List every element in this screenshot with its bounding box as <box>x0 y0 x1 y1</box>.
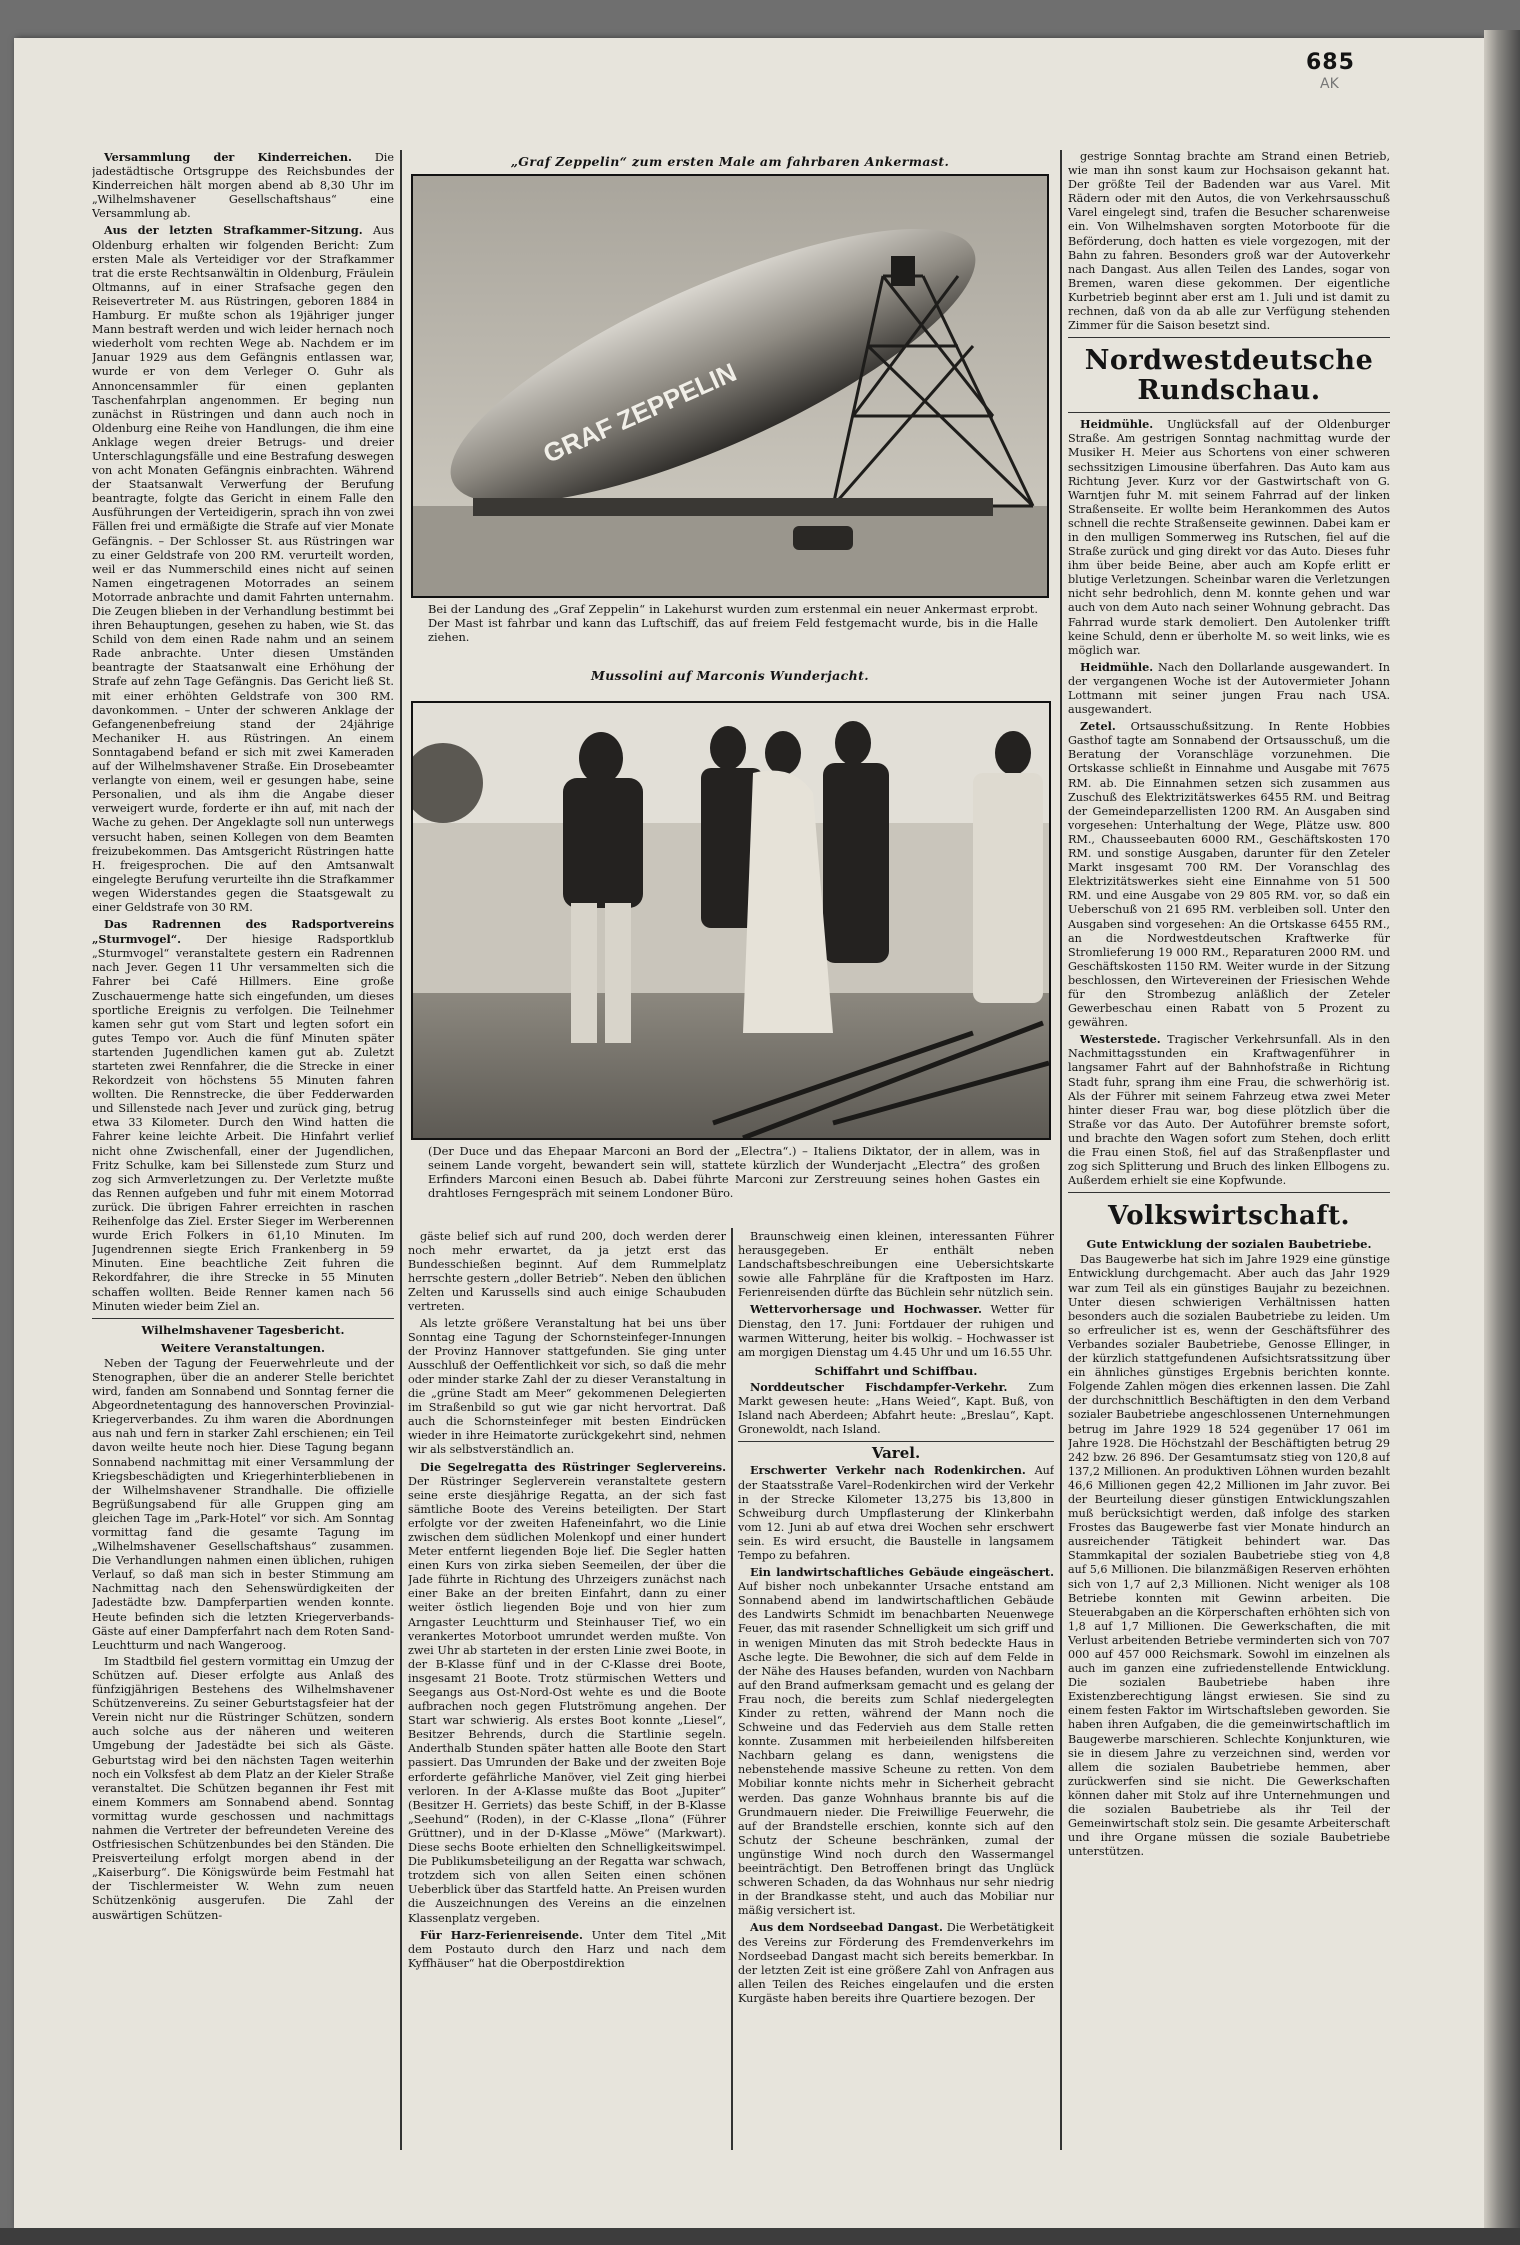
article-text: Ortsausschußsitzung. In Rente Hobbies Gasthof tagte am Sonnabend der Ortsausschuß, um die Beratung der Voranschläge vorzunehmen. Die Ortskasse schließt in Einnahme und Ausgabe mit 7675 RM. ab. Die Einnahmen setzen sich zusammen aus Zuschuß des Elektrizitätswerkes 6455 RM. und Beitrag der Gemeindeparzellisten 1200 RM. An Ausgaben sind vorgesehen: Unterhaltung der Wege, Plätze usw. 800 RM., Chausseebauten 6000 RM., Geschäftskosten 170 RM. und sonstige Ausgaben, darunter für den Zeteler Markt insgesamt 700 RM. Der Voranschlag des Elektrizitätswerkes sieht eine Einnahme von 51 500 RM. und eine Ausgabe von 29 805 RM. vor, so daß ein Ueberschuß von 21 695 RM. verbleiben soll. Unter den Ausgaben sind vorgesehen: An die Ortskasse 6455 RM., an die Nordwestdeutschen Kraftwerke für Stromlieferung 19 000 RM., Reparaturen 2000 RM. und Geschäftskosten 1150 RM. Weiter wurde in der Sitzung beschlossen, den Wirtevereinen der Friesischen Wehde für den Strombezug anläßlich der Zeteler Gewerbeschau einen Rabatt von 5 Prozent zu gewähren. <box>1068 720 1390 1030</box>
column-3 <box>738 1230 1054 2145</box>
article-text: Aus Oldenburg erhalten wir folgenden Bericht: Zum ersten Male als Verteidiger vor der Strafkammer trat die erste Rechtsanwältin in Oldenburg, Fräulein Oltmanns, auf in einer Strafsache gegen den Reisevertreter M. aus Rüstringen, geboren 1884 in Hamburg. Er mußte schon als 19jähriger junger Mann bestraft werden und wich leider hernach noch wiederholt vom rechten Wege ab. Nachdem er im Januar 1929 aus dem Gefängnis entlassen war, wurde er von dem Verleger O. Guhr als Annoncensammler für einen geplanten Taschenfahrplan angenommen. Er beging nun zunächst in Rüstringen und dann auch noch in Oldenburg eine Reihe von Handlungen, die ihm eine Anklage wegen dreier Betrugs- und dreier Unterschlagungsfälle und eine Bestrafung deswegen von acht Monaten Gefängnis einbrachten. Während der Staatsanwalt Verwerfung der Berufung beantragte, folgte das Gericht in einem Falle den Ausführungen der Verteidigerin, sprach ihn von zwei Fällen frei und ermäßigte die Strafe auf vier Monate Gefängnis. – Der Schlosser St. aus Rüstringen war zu einer Geldstrafe von 200 RM. verurteilt worden, weil er das Nummerschild eines nicht auf seinen Namen eingetragenen Motorrades an seinem Motorrade anbrachte und damit Fahrten unternahm. Die Zeugen blieben in der Verhandlung bestimmt bei ihren Behauptungen, gesehen zu haben, wie St. das Schild von dem einen Rade nahm und an seinem Rade anbrachte. Unter diesen Umständen beantragte der Staatsanwalt eine Erhöhung der Strafe auf zehn Tage Gefängnis. Das Gericht ließ St. mit einer erhöhten Geldstrafe von 300 RM. davonkommen. – Unter der schweren Anklage der Gefangenenbefreiung stand der 24jährige Mechaniker H. aus Rüstringen. An einem Sonntagabend befand er sich mit zwei Kameraden auf der Wilhelmshavener Straße. Ein Drosebeamter verlangte von einem, weil er gesungen habe, seine Personalien, und als ihm die Angabe dieser verweigert wurde, forderte er ihn auf, mit nach der Wache zu gehen. Der Angeklagte soll nun unterwegs versucht haben, seinen Kollegen von dem Beamten freizubekommen. Das Amtsgericht Rüstringen hatte H. freigesprochen. Die auf den Amtsanwalt eingelegte Berufung verurteilte ihn die Strafkammer wegen Widerstandes gegen die Staatsgewalt zu einer Geldstrafe von 30 RM. <box>92 224 394 914</box>
photo-title: Mussolini auf Marconis Wunderjacht. <box>590 668 870 683</box>
article-text: Die Werbetätigkeit des Vereins zur Förderung des Fremdenverkehrs im Nordseebad Dangast macht sich bereits bemerkbar. In der letzten Zeit ist eine größere Zahl von Anfragen aus allen Teilen des Reiches eingelaufen und die ersten Kurgäste haben bereits ihre Quartiere bezogen. Der <box>738 1921 1054 2005</box>
headline: Ein landwirtschaftliches Gebäude eingeäschert. <box>750 1565 1054 1580</box>
photo-caption: (Der Duce und das Ehepaar Marconi an Bord der „Electra“.) – Italiens Diktator, der in allem, was in seinem Lande vorgeht, bewandert sein will, stattete kürzlich der Wunderjacht „Electra“ des großen Erfinders Marconi einen Besuch ab. Dabei führte Marconi zur Zerstreuung seines hohen Gastes ein drahtloses Ferngespräch mit seinem Londoner Büro. <box>428 1144 1040 1200</box>
column-2 <box>408 1230 726 2145</box>
section-title-volkswirtschaft: Volkswirtschaft. <box>1107 1201 1351 1232</box>
article-text: Zum Markt gewesen heute: „Hans Weied“, Kapt. Buß, von Island nach Aberdeen; Abfahrt heute: „Breslau“, Kapt. Gronewoldt, nach Island. <box>738 1380 1054 1437</box>
divider <box>738 1441 1054 1442</box>
divider <box>1068 337 1390 338</box>
article-text: Das Baugewerbe hat sich im Jahre 1929 eine günstige Entwicklung durchgemacht. Aber auch das Jahr 1929 war zum Teil als ein günstiges Baujahr zu bezeichnen. Unter diesen schwierigen Verhältnissen hatten besonders auch die sozialen Baubetriebe zu leiden. Um so erfreulicher ist es, wenn der Geschäftsführer des Verbandes sozialer Baubetriebe, Genosse Ellinger, in der kürzlich stattgefundenen Aufsichtsratssitzung über ein ähnliches günstiges Ergebnis berichten konnte. Folgende Zahlen mögen dies erkennen lassen. Die Zahl der durchschnittlich Beschäftigten in den dem Verband sozialer Baubetriebe angeschlossenen Unternehmungen betrug im Jahre 1929 18 524 gegenüber 17 061 im Jahre 1928. Die Höchstzahl der Beschäftigten betrug 29 242 bzw. 26 896. Der Gesamtumsatz stieg von 120,8 auf 137,2 Millionen. An produktiven Löhnen wurden bezahlt 46,6 Millionen gegen 42,2 Millionen im Jahr zuvor. Bei der Beurteilung dieser günstigen Entwicklungszahlen muß berücksichtigt werden, daß infolge des starken Frostes das Baugewerbe fast vier Monate hindurch an ausreichender Tätigkeit behindert war. Das Stammkapital der sozialen Baubetriebe stieg von 4,8 auf 5,6 Millionen. Die bilanzmäßigen Reserven erhöhten sich von 1,7 auf 2,3 Millionen. Nicht weniger als 108 Betriebe konnten mit Gewinn arbeiten. Die Steuerabgaben an die Körperschaften erhöhten sich von 1,8 auf 1,7 Millionen. Die Gewerkschaften, die mit Verlust arbeitenden Betriebe verminderten sich von 707 000 auf 457 000 Reichsmark. Sowohl im einzelnen als auch im ganzen eine zufriedenstellende Entwicklung. Die sozialen Baubetriebe haben ihre Existenzberechtigung längst erwiesen. Sie sind zu einem festen Faktor im Wirtschaftsleben geworden. Sie haben ihren Aufgaben, die die gemeinwirtschaftlich im Baugewerbe marschieren. Schlechte Konjunkturen, wie sie in diesem Jahre zu verzeichnen sind, werden vor allem die sozialen Baubetriebe hemmen, aber zurückwerfen sind sie nicht. Die Gewerkschaften können daher mit Stolz auf ihre Unternehmungen und die sozialen Baubetriebe als ihr Teil der Gemeinwirtschaft stolz sein. Die gesamte Arbeiterschaft und ihre Organe müssen die soziale Baubetriebe unterstützen. <box>1068 1253 1390 1859</box>
headline: Die Segelregatta des Rüstringer Seglervereins. <box>420 1459 726 1474</box>
article-text: Wetter für Dienstag, den 17. Juni: Fortdauer der ruhigen und warmen Witterung, heiter bis wolkig. – Hochwasser ist am morgigen Dienstag um 4.45 Uhr und um 16.55 Uhr. <box>738 1303 1054 1359</box>
headline: Aus dem Nordseebad Dangast. <box>750 1920 943 1935</box>
article-text: Auf bisher noch unbekannter Ursache entstand am Sonnabend abend im landwirtschaftlichen Gebäude des Landwirts Schmidt im benachbarten Neuenwege Feuer, das mit rasender Schnelligkeit um sich griff und in wenigen Minuten das mit Stroh bedeckte Haus in Asche legte. Die Bewohner, die sich auf dem Felde in der Nähe des Hauses befanden, wurden von Nachbarn auf den Brand aufmerksam gemacht und es gelang der Frau noch, die bereits zum Schlaf niedergelegten Kinder zu retten, während der Mann noch die Schweine und das Federvieh aus dem Stalle retten konnte. Zusammen mit herbeieilenden hilfsbereiten Nachbarn gelang es dann, wenigstens die nebenstehende massive Scheune zu retten. Von dem Mobiliar konnte nichts mehr in Sicherheit gebracht werden. Das ganze Wohnhaus brannte bis auf die Grundmauern nieder. Die Freiwillige Feuerwehr, die auf der Brandstelle erschien, konnte sich auf den Schutz der Scheune beschränken, zumal der ungünstige Wind noch durch den Wassermangel beeinträchtigt. Den Betroffenen bringt das Unglück schweren Schaden, da das Wohnhaus nur sehr niedrig in der Brandkasse steht, und auch das Mobiliar nur mäßig versichert ist. <box>738 1580 1054 1918</box>
article-text: Als letzte größere Veranstaltung hat bei uns über Sonntag eine Tagung der Schornsteinfeger-Innungen der Provinz Hannover stattgefunden. Sie ging unter Ausschluß der Oeffentlichkeit vor sich, so daß die mehr oder minder starke Zahl der zu dieser Veranstaltung in die „grüne Stadt am Meer“ gekommenen Delegierten im Straßenbild so gut wie gar nicht hervortrat. Daß auch die Schornsteinfeger mit besten Eindrücken wieder in ihre Heimatorte zurückgekehrt sind, nehmen wir als selbstverständlich an. <box>408 1316 726 1457</box>
headline: Für Harz-Ferienreisende. <box>420 1927 583 1942</box>
section-heading: Weitere Veranstaltungen. <box>160 1340 326 1355</box>
headline: Wettervorhersage und Hochwasser. <box>750 1302 982 1317</box>
headline: Das Radrennen des Radsportvereins „Sturmvogel“. <box>92 917 394 947</box>
photo-title: „Graf Zeppelin“ zum ersten Male am fahrbaren Ankermast. <box>510 154 950 169</box>
column-rule <box>400 150 402 2150</box>
article-text: Der Rüstringer Seglerverein veranstaltete gestern seine erste diesjährige Regatta, an der sich fast sämtliche Boote des Vereins beteiligten. Der Start erfolgte vor der zweiten Hafeneinfahrt, wo die Linie zwischen dem südlichen Molenkopf und einer hundert Meter entfernt liegenden Boje lief. Die Segler hatten einen Kurs von zirka sieben Seemeilen, der über die Jade führte in Richtung des Uhrzeigers zunächst nach einer Bake an der breiten Einfahrt, dann zu einer weiter östlich liegenden Boje und von hier zum Arngaster Leuchtturm und Steinhauser Tief, wo ein verankertes Motorboot umrundet werden mußte. Von zwei Uhr ab starteten in der ersten Linie zwei Boote, in der B-Klasse fünf und in der C-Klasse drei Boote, insgesamt 21 Boote. Trotz stürmischen Wetters und Seegangs aus Ost-Nord-Ost wehte es und die Boote aufbrachen noch gegen Flutströmung angehen. Der Start war schwierig. Als erstes Boot konnte „Liesel“, Besitzer Behrends, durch die Startlinie segeln. Anderthalb Stunden später hatten alle Boote den Start passiert. Das Umrunden der Bake und der zweiten Boje erforderte gefährliche Manöver, viel Zeit ging hierbei verloren. In der A-Klasse mußte das Boot „Jupiter“ (Besitzer H. Gerriets) das beste Schiff, in der B-Klasse „Seehund“ (Roden), in der C-Klasse „Ilona“ (Führer Grüttner), und in der D-Klasse „Möwe“ (Markwart). Diese sechs Boote erhielten den Schnelligkeitswimpel. Die Publikumsbeteiligung an der Regatta war schwach, trotzdem sich von allen Seiten einen schönen Ueberblick über das Startfeld hatte. An Preisen wurden die Auszeichnungen des Vereins an die einzelnen Klassenplatz vergeben. <box>408 1474 726 1925</box>
place-heading: Varel. <box>871 1444 921 1463</box>
article-text: Auf der Staatsstraße Varel–Rodenkirchen wird der Verkehr in der Strecke Kilometer 13,275 bis 13,800 in Schweiburg durch Umpflasterung der Klinkerbahn vom 12. Juni ab auf etwa drei Wochen sehr erschwert sein. Es wird ersucht, die Baustelle in langsamem Tempo zu befahren. <box>738 1464 1054 1562</box>
headline: Norddeutscher Fischdampfer-Verkehr. <box>750 1379 1008 1394</box>
article-text: Der hiesige Radsportklub „Sturmvogel“ veranstaltete gestern ein Radrennen nach Jever. Gegen 11 Uhr versammelten sich die Fahrer bei Café Hillmers. Eine große Zuschauermenge hatte sich eingefunden, um dieses sportliche Ereignis zu verfolgen. Die Teilnehmer kamen sehr gut vom Start und legten sofort ein gutes Tempo vor. Auch die fünf Minuten später startenden Jugendlichen kamen gut ab. Zuletzt starteten zwei Rennfahrer, die die Strecke in einer Rekordzeit von höchstens 55 Minuten fahren wollten. Die Rennstrecke, die über Fedderwarden und Sillenstede nach Jever und zurück ging, betrug etwa 33 Kilometer. Durch den Wind hatten die Fahrer keine leichte Arbeit. Die Hinfahrt verlief nicht ohne Zwischenfall, einer der Jugendlichen, Fritz Schulke, kam bei Sillenstede zum Sturz und zog sich Armverletzungen zu. Der Verletzte mußte das Rennen aufgeben und fuhr mit einem Motorrad zurück. Die übrigen Fahrer erreichten in raschen Reihenfolge das Ziel. Erster Sieger im Werberennen wurde Erich Folkers in 61,10 Minuten. Im Jugendrennen siegte Erich Frankenberg in 59 Minuten. Eine beachtliche Zeit fuhren die Rekordfahrer, die ihre Strecke in 55 Minuten schaffen wollten. Beide Renner kamen nach 56 Minuten wieder beim Ziel an. <box>92 933 394 1313</box>
section-heading: Gute Entwicklung der sozialen Baubetriebe. <box>1086 1237 1372 1252</box>
article-text: Im Stadtbild fiel gestern vormittag ein Umzug der Schützen auf. Dieser erfolgte aus Anlaß des fünfzigjährigen Bestehens des Wilhelmshavener Schützenvereins. Zu seiner Geburtstagsfeier hat der Verein nicht nur die Rüstringer Schützen, sondern auch solche aus der näheren und weiteren Umgebung der Jadestädte bei sich als Gäste. Geburtstag wird bei den nächsten Tagen weiterhin noch ein Volksfest ab dem Platz an der Kieler Straße veranstaltet. Die Schützen begannen ihr Fest mit einem Kommers am Sonnabend abend. Sonntag vormittag wurde geschossen und nachmittags nahmen die Vertreter der befreundeten Vereine des Ostfriesischen Schützenbundes bei den Ständen. Die Preisverteilung erfolgt morgen abend in der „Kaiserburg“. Die Königswürde beim Festmahl hat der Tischlermeister W. Wehn zum neuen Schützenkönig ausgerufen. Die Zahl der auswärtigen Schützen- <box>92 1654 394 1922</box>
section-heading: Schiffahrt und Schiffbau. <box>814 1363 978 1378</box>
headline: Westerstede. <box>1080 1032 1161 1047</box>
mussolini-photo <box>411 701 1051 1140</box>
divider <box>1068 412 1390 413</box>
headline: Zetel. <box>1080 719 1116 734</box>
divider <box>92 1318 394 1319</box>
photo-caption: Bei der Landung des „Graf Zeppelin“ in Lakehurst wurden zum erstenmal ein neuer Ankermast erprobt. Der Mast ist fahrbar und kann das Luftschiff, das auf freiem Feld festgemacht wurde, bis in die Halle ziehen. <box>428 602 1038 644</box>
column-4 <box>1068 150 1390 2145</box>
archive-stamp: AK <box>1320 76 1339 92</box>
article-text: gestrige Sonntag brachte am Strand einen Betrieb, wie man ihn sonst kaum zur Hochsaison gekannt hat. Der größte Teil der Badenden war aus Varel. Mit Rädern oder mit den Autos, die von Verkehrsausschuß Varel eingelegt sind, trafen die Besucher scharenweise ein. Von Wilhelmshaven sorgten Motorboote für die Beförderung, doch hatten es viele vorgezogen, mit der Bahn zu fahren. Besonders groß war der Autoverkehr nach Dangast. Aus allen Teilen des Landes, sogar von Bremen, waren diese gekommen. Der eigentliche Kurbetrieb beginnt aber erst am 1. Juli und ist damit zu rechnen, daß von da ab alle zur Verfügung stehenden Zimmer für die Saison besetzt sind. <box>1068 150 1390 333</box>
headline: Versammlung der Kinderreichen. <box>104 150 352 164</box>
column-rule <box>731 1228 733 2150</box>
section-heading: Wilhelmshavener Tagesbericht. <box>141 1322 345 1337</box>
article-text: gäste belief sich auf rund 200, doch werden derer noch mehr erwartet, da ja jetzt erst das Bundesschießen beginnt. Auf dem Rummelplatz herrschte gestern „doller Betrieb“. Neben den üblichen Zelten und Karussells sind auch einige Schaubuden vertreten. <box>408 1230 726 1314</box>
article-text: Unter dem Titel „Mit dem Postauto durch den Harz und nach dem Kyffhäuser“ hat die Oberpostdirektion <box>408 1928 726 1970</box>
article-text: Unglücksfall auf der Oldenburger Straße. Am gestrigen Sonntag nachmittag wurde der Musiker H. Meier aus Schortens von einer schweren sechssitzigen Limousine überfahren. Das Auto kam aus Richtung Jever. Kurz vor der Gastwirtschaft von G. Warntjen fuhr M. mit seinem Fahrrad auf der linken Straßenseite. Er wollte beim Herankommen des Autos schnell die rechte Straßenseite gewinnen. Dabei kam er in den mulligen Sommerweg ins Rutschen, fiel auf die Straße zurück und ging direkt vor das Auto. Dieses fuhr ihm über beide Beine, aber auch am Kopfe erlitt er blutige Verletzungen. Scheinbar waren die Verletzungen nicht sehr bedrohlich, denn M. konnte gehen und war auch von dem Auto nach seiner Wohnung gebracht. Das Fahrrad wurde stark demoliert. Den Autolenker trifft keine Schuld, denn er überholte M. so weit links, wie es möglich war. <box>1068 418 1390 657</box>
ship-lettering: GRAF ZEPPELIN <box>538 356 741 469</box>
page-edge-bottom <box>0 2228 1520 2245</box>
headline: Heidmühle. <box>1080 417 1154 432</box>
page-edge-right <box>1484 30 1520 2245</box>
column-1 <box>92 150 394 2140</box>
article-text: Tragischer Verkehrsunfall. Als in den Nachmittagsstunden ein Kraftwagenführer in langsamer Fahrt auf der Bahnhofstraße in Richtung Stadt fuhr, sprang ihm eine Frau, die schwerhörig ist. Als der Führer mit seinem Fahrzeug etwa zwei Meter hinter dieser Frau war, bog diese plötzlich über die Straße vor das Auto. Der Autoführer bremste sofort, und brachte den Wagen sofort zum Stehen, doch erlitt die Frau einen Stoß, fiel auf das Straßenpflaster und zog sich Splitterung und Bruch des linken Ellbogens zu. Außerdem erhielt sie eine Kopfwunde. <box>1068 1033 1390 1188</box>
zeppelin-photo <box>411 174 1049 598</box>
headline: Heidmühle. <box>1080 659 1154 674</box>
page-number: 685 <box>1306 50 1355 75</box>
article-text: Braunschweig einen kleinen, interessanten Führer herausgegeben. Er enthält neben Landschaftsbeschreibungen eine Uebersichtskarte sowie alle Fahrpläne für die Kraftposten im Harz. Ferienreisenden dürfte das Büchlein sehr nützlich sein. <box>738 1230 1054 1300</box>
section-title-nordwest: Nordwestdeutsche Rundschau. <box>1084 345 1374 407</box>
article-text: Neben der Tagung der Feuerwehrleute und der Stenographen, über die an anderer Stelle berichtet wird, fanden am Sonnabend und Sonntag ferner die Abgeordnetentagung des hannoverschen Provinzial-Kriegerverbandes. Zu ihm waren die Abordnungen aus nah und fern in starker Zahl erschienen; ein Teil davon weilte heute noch hier. Diese Tagung begann Sonnabend nachmittag mit einer Versammlung der Kriegsbeschädigten und Kriegerhinterbliebenen in der Wilhelmshavener Strandhalle. Die offizielle Begrüßungsabend für alle Gruppen ging am gleichen Tage im „Park-Hotel“ vor sich. Am Sonntag vormittag fand die gesamte Tagung im „Wilhelmshavener Gesellschaftshaus“ zusammen. Die Verhandlungen nahmen einen üblichen, ruhigen Verlauf, so daß man sich in bester Stimmung am Nachmittag nach den Sehenswürdigkeiten der Jadestädte bzw. Dampferpartien wenden konnte. Heute befinden sich die letzten Kriegerverbands-Gäste auf einer Dampferfahrt nach dem Roten Sand-Leuchtturm und nach Wangeroog. <box>92 1356 394 1652</box>
headline: Erschwerter Verkehr nach Rodenkirchen. <box>750 1463 1026 1478</box>
divider <box>1068 1192 1390 1193</box>
article-text: Die jadestädtische Ortsgruppe des Reichsbundes der Kinderreichen hält morgen abend ab 8,30 Uhr im „Wilhelmshavener Gesellschaftshaus“ eine Versammlung ab. <box>92 151 394 221</box>
headline: Aus der letzten Strafkammer-Sitzung. <box>104 223 363 238</box>
column-rule <box>1060 150 1062 2150</box>
article-text: Nach den Dollarlande ausgewandert. In der vergangenen Woche ist der Autovermieter Johann Lottmann mit seiner jungen Frau nach USA. ausgewandert. <box>1068 660 1390 717</box>
